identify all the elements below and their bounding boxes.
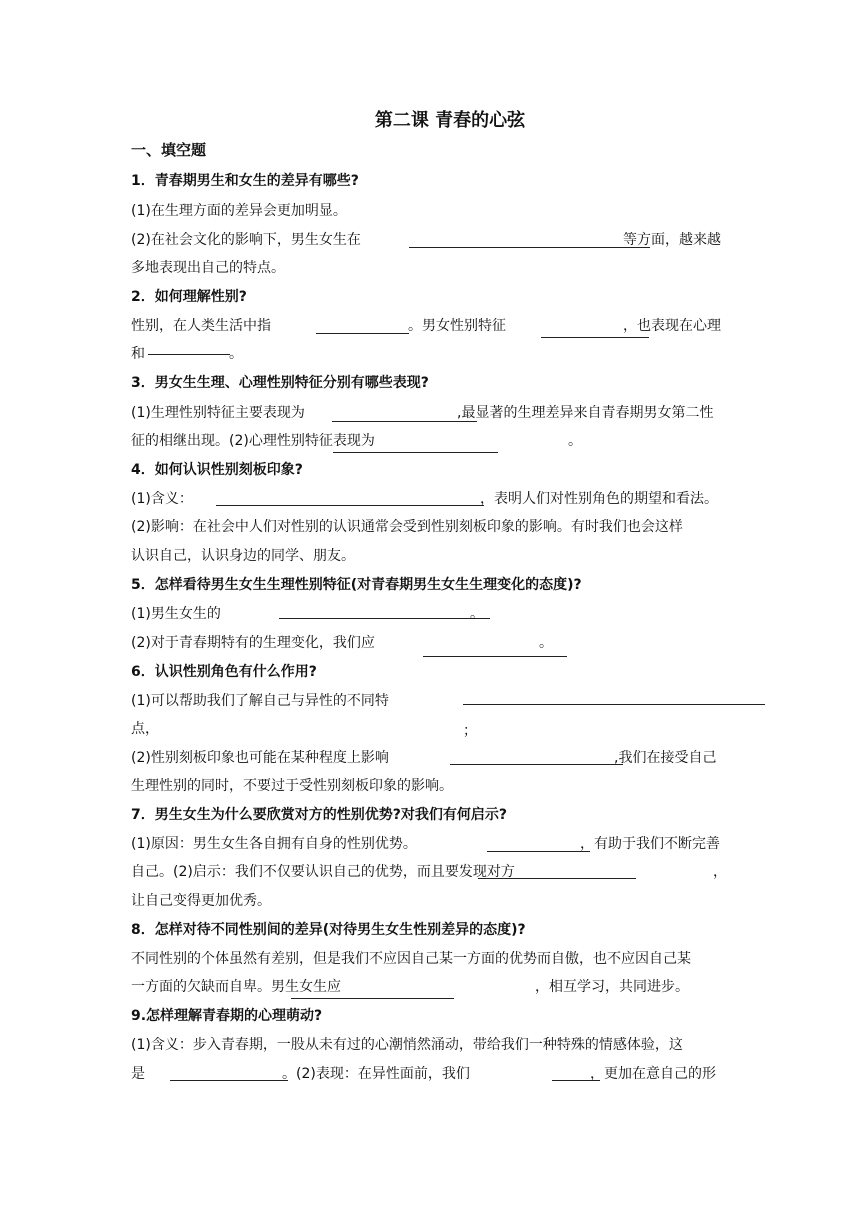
q6-blank-2[interactable] — [450, 764, 623, 765]
q1-line-1: (1)在生理方面的差异会更加明显。 — [131, 203, 347, 219]
q8-line-1: 不同性别的个体虽然有差别，但是我们不应因自己某一方面的优势而自傲，也不应因自己某 — [131, 951, 691, 967]
question-6-heading: 6．认识性别角色有什么作用? — [131, 664, 317, 680]
q5-blank-2[interactable] — [423, 656, 567, 657]
q5-line-2a: (2)对于青春期特有的生理变化，我们应 — [131, 635, 375, 651]
q2-line-1c: ，也表现在心理 — [623, 318, 721, 334]
q5-line-1b: 。 — [470, 606, 484, 622]
q3-line-2a: 征的相继出现。(2)心理性别特征表现为 — [131, 433, 375, 449]
q7-line-2a: 自己。(2)启示：我们不仅要认识自己的优势，而且要发现对方 — [131, 864, 515, 880]
q3-blank-1[interactable] — [332, 421, 477, 422]
q2-line-2a: 和 — [131, 346, 145, 362]
q4-line-1a: (1)含义： — [131, 491, 193, 507]
q7-blank-2[interactable] — [478, 878, 636, 879]
question-3-heading: 3．男女生生理、心理性别特征分别有哪些表现? — [131, 375, 429, 391]
q6-line-2b: ； — [463, 723, 477, 739]
q5-blank-1[interactable] — [279, 618, 490, 619]
page-title: 第二课 青春的心弦 — [374, 110, 526, 131]
q2-blank-2[interactable] — [541, 337, 649, 338]
q8-blank-1[interactable] — [291, 998, 454, 999]
q3-blank-2[interactable] — [333, 452, 498, 453]
q7-line-3: 让自己变得更加优秀。 — [131, 893, 271, 909]
question-8-heading: 8．怎样对待不同性别间的差异(对待男生女生性别差异的态度)? — [131, 922, 526, 938]
section-heading: 一、填空题 — [131, 141, 207, 159]
q2-blank-1[interactable] — [316, 333, 409, 334]
q3-line-2b: 。 — [568, 433, 582, 449]
q8-line-2a: 一方面的欠缺而自卑。男生女生应 — [131, 979, 341, 995]
q8-line-2b: ，相互学习，共同进步。 — [535, 979, 689, 995]
q2-line-1b: 。男女性别特征 — [408, 318, 506, 334]
q9-blank-1[interactable] — [170, 1080, 288, 1081]
q1-blank-1[interactable] — [409, 247, 650, 248]
q7-blank-1[interactable] — [487, 851, 590, 852]
q6-line-4: 生理性别的同时，不要过于受性别刻板印象的影响。 — [131, 778, 453, 794]
q6-line-1: (1)可以帮助我们了解自己与异性的不同特 — [131, 693, 389, 709]
q2-line-2b: 。 — [229, 346, 243, 362]
question-1-heading: 1．青春期男生和女生的差异有哪些? — [131, 173, 359, 189]
question-5-heading: 5．怎样看待男生女生生理性别特征(对青春期男生女生生理变化的态度)? — [131, 577, 582, 593]
q4-line-2: (2)影响：在社会中人们对性别的认识通常会受到性别刻板印象的影响。有时我们也会这样 — [131, 519, 683, 535]
q2-blank-3[interactable] — [148, 354, 230, 355]
q4-blank-1[interactable] — [216, 505, 484, 506]
q7-line-1a: (1)原因：男生女生各自拥有自身的性别优势。 — [131, 836, 417, 852]
q6-line-3b: ,我们在接受自己 — [614, 750, 717, 766]
question-2-heading: 2．如何理解性别? — [131, 289, 247, 305]
q1-line-2b: 等方面，越来越 — [623, 232, 721, 248]
q6-line-2a: 点， — [131, 721, 159, 737]
q9-line-2a: 是 — [131, 1066, 145, 1082]
q6-line-3a: (2)性别刻板印象也可能在某种程度上影响 — [131, 750, 389, 766]
q4-line-1b: ，表明人们对性别角色的期望和看法。 — [480, 491, 718, 507]
q6-blank-1[interactable] — [463, 704, 765, 705]
q5-line-2b: 。 — [539, 635, 553, 651]
q4-line-3: 认识自己，认识身边的同学、朋友。 — [131, 548, 355, 564]
q5-line-1a: (1)男生女生的 — [131, 606, 221, 622]
q9-line-2c: ，更加在意自己的形 — [590, 1066, 716, 1082]
q3-line-1b: ,最显著的生理差异来自青春期男女第二性 — [457, 405, 714, 421]
q1-line-2a: (2)在社会文化的影响下，男生女生在 — [131, 232, 361, 248]
q3-line-1a: (1)生理性别特征主要表现为 — [131, 405, 305, 421]
q7-line-2b: ， — [713, 864, 727, 880]
q9-line-1: (1)含义：步入青春期，一股从未有过的心潮悄然涌动，带给我们一种特殊的情感体验，这 — [131, 1037, 683, 1053]
q9-line-2b: 。(2)表现：在异性面前，我们 — [282, 1066, 470, 1082]
question-7-heading: 7．男生女生为什么要欣赏对方的性别优势?对我们有何启示? — [131, 807, 507, 823]
question-4-heading: 4．如何认识性别刻板印象? — [131, 462, 303, 478]
q7-line-1b: ，有助于我们不断完善 — [580, 836, 720, 852]
question-9-heading: 9.怎样理解青春期的心理萌动? — [131, 1008, 323, 1024]
q2-line-1a: 性别，在人类生活中指 — [131, 318, 271, 334]
q1-line-3: 多地表现出自己的特点。 — [131, 260, 285, 276]
